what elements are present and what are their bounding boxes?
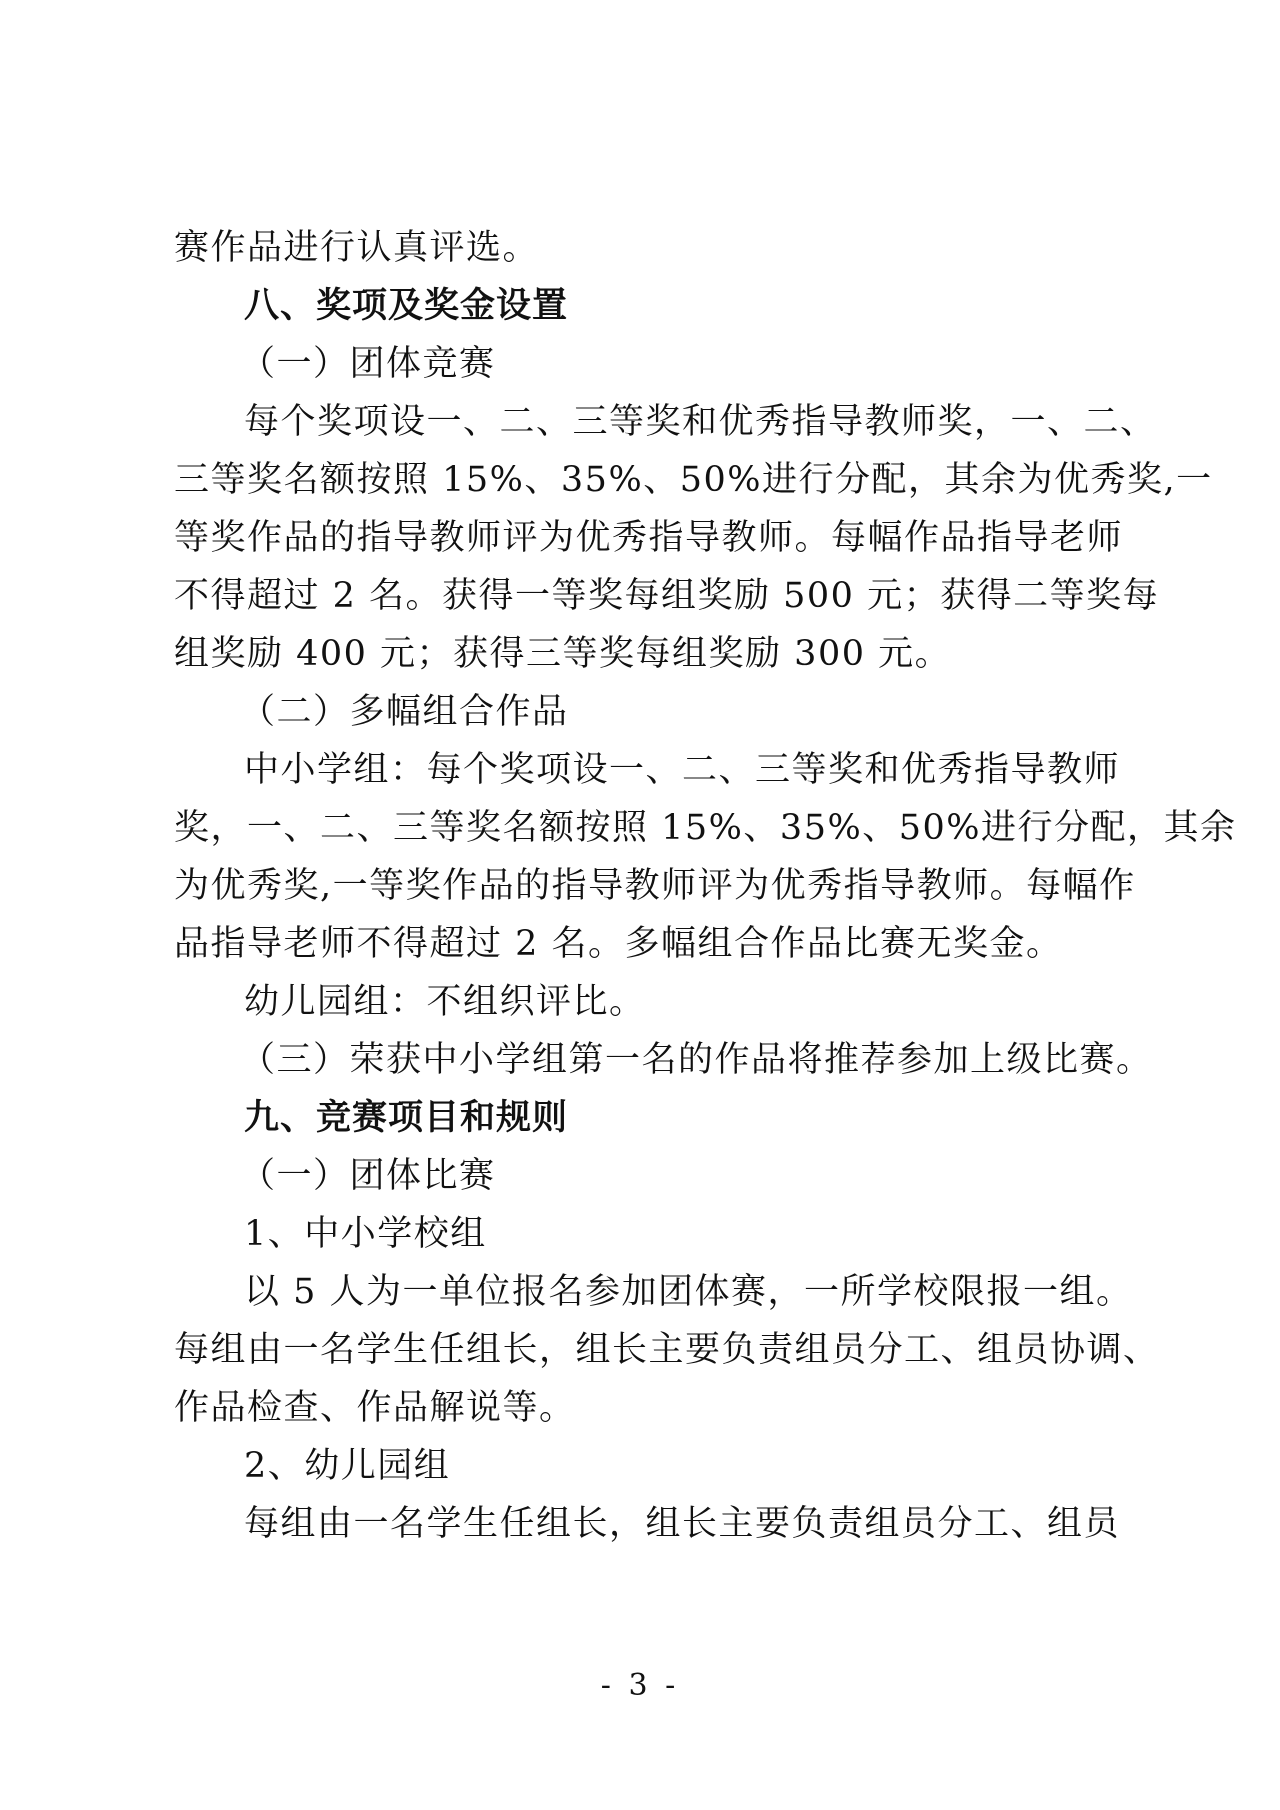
section-heading-awards: 八、奖项及奖金设置 — [244, 286, 569, 326]
paragraph-line: 奖，一、二、三等奖名额按照 15%、35%、50%进行分配，其余 — [174, 808, 1237, 848]
paragraph-line: 组奖励 400 元；获得三等奖每组奖励 300 元。 — [174, 634, 952, 674]
subsection-heading-recommendation: （三）荣获中小学组第一名的作品将推荐参加上级比赛。 — [240, 1040, 1153, 1080]
item-heading-schools: 1、中小学校组 — [244, 1214, 487, 1254]
paragraph-line: 作品检查、作品解说等。 — [174, 1388, 576, 1428]
paragraph-line: 每个奖项设一、二、三等奖和优秀指导教师奖，一、二、 — [244, 402, 1157, 442]
paragraph-line: 等奖作品的指导教师评为优秀指导教师。每幅作品指导老师 — [174, 518, 1124, 558]
section-heading-rules: 九、竞赛项目和规则 — [244, 1098, 569, 1138]
paragraph-line: 每组由一名学生任组长，组长主要负责组员分工、组员 — [244, 1504, 1121, 1544]
paragraph-line: 每组由一名学生任组长，组长主要负责组员分工、组员协调、 — [174, 1330, 1160, 1370]
paragraph-line: 赛作品进行认真评选。 — [174, 228, 540, 268]
paragraph-line: 以 5 人为一单位报名参加团体赛，一所学校限报一组。 — [244, 1272, 1133, 1312]
paragraph-line: 三等奖名额按照 15%、35%、50%进行分配，其余为优秀奖,一 — [174, 460, 1213, 500]
paragraph-line: 幼儿园组：不组织评比。 — [244, 982, 646, 1022]
paragraph-line: 为优秀奖,一等奖作品的指导教师评为优秀指导教师。每幅作 — [174, 866, 1136, 906]
paragraph-line: 不得超过 2 名。获得一等奖每组奖励 500 元；获得二等奖每 — [174, 576, 1160, 616]
paragraph-line: 品指导老师不得超过 2 名。多幅组合作品比赛无奖金。 — [174, 924, 1063, 964]
subsection-heading-team-competition: （一）团体竞赛 — [240, 344, 496, 384]
paragraph-line: 中小学组：每个奖项设一、二、三等奖和优秀指导教师 — [244, 750, 1121, 790]
subsection-heading-multi-works: （二）多幅组合作品 — [240, 692, 569, 732]
item-heading-kindergarten: 2、幼儿园组 — [244, 1446, 451, 1486]
page-number: - 3 - — [600, 1668, 680, 1703]
subsection-heading-team-match: （一）团体比赛 — [240, 1156, 496, 1196]
